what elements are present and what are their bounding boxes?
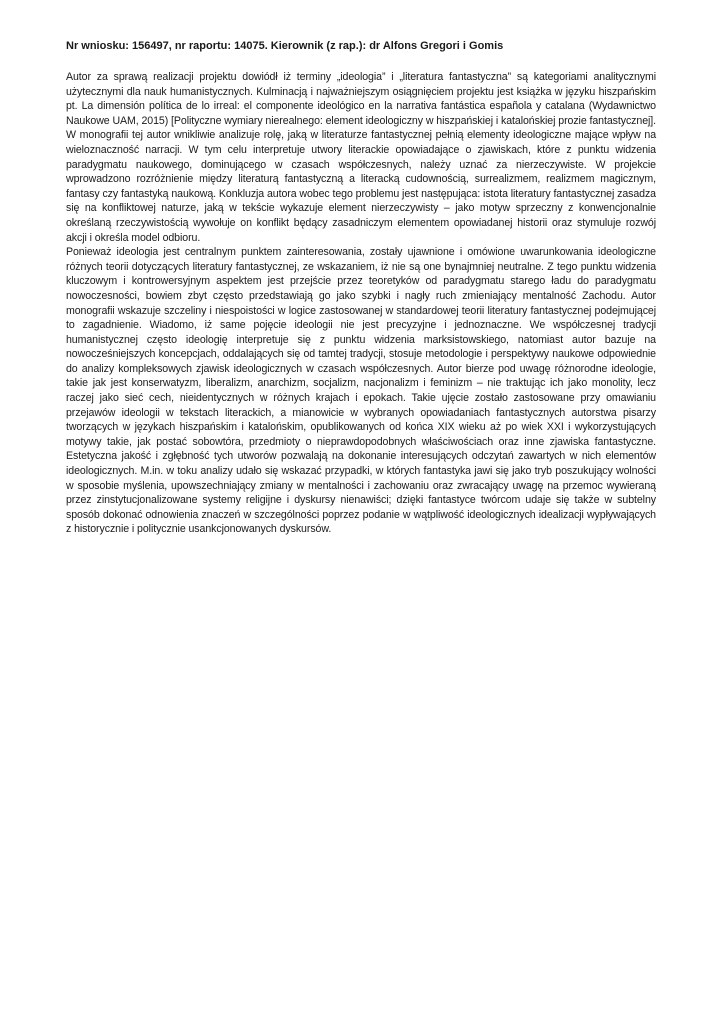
- document-page: [66, 38, 656, 537]
- paragraph-2: Ponieważ ideologia jest centralnym punktem zainteresowania, zostały ujawnione i omówione uwarunkowania ideologiczne różnych teorii dotyczących literatury fantastycznej, ze wskazaniem, iż nie są one bynajmniej neutralne. Z tego punktu widzenia kluczowym i kontrowersyjnym aspektem jest przejście przez teoretyków od paradygmatu starego ładu do paradygmatu nowoczesności, bowiem zbyt często przedstawiają go jako szybki i nagły ruch zmieniający mentalność Zachodu. Autor monografii wskazuje szczeliny i niespoistości w logice zastosowanej w standardowej teorii literatury fantastycznej podejmującej to zagadnienie. Wiadomo, iż same pojęcie ideologii nie jest precyzyjne i jednoznaczne. We współczesnej tradycji humanistycznej często ideologię interpretuje się z punktu widzenia marksistowskiego, natomiast autor bazuje na nowocześniejszych koncepcjach, oddalających się od tamtej tradycji, stosuje metodologie i perspektywy naukowe odpowiednie do analizy kompleksowych zjawisk ideologicznych w czasach współczesnych. Autor bierze pod uwagę różnorodne ideologie, takie jak jest konserwatyzm, liberalizm, anarchizm, socjalizm, nacjonalizm i feminizm – nie traktując ich jako monolity, lecz raczej jako sieć cech, nieidentycznych w różnych krajach i epokach. Takie ujęcie zostało zastosowane przy omawianiu przejawów ideologii w tekstach literackich, a mianowicie w wybranych opowiadaniach fantastycznych autorstwa pisarzy tworzących w językach hiszpańskim i katalońskim, opublikowanych od końca XIX wieku aż po wiek XXI i wykorzystujących motywy takie, jak postać sobowtóra, przedmioty o nieprawdopodobnych właściwościach oraz inne zjawiska fantastyczne. Estetyczna jakość i zgłębność tych utworów pozwalają na dokonanie interesujących odczytań zawartych w nich elementów ideologicznych. M.in. w toku analizy udało się wskazać przypadki, w których fantastyka jawi się jako tryb poszukujący wolności w sposobie myślenia, upowszechniający zmiany w mentalności i zachowaniu oraz zwracający uwagę na przemoc wywieraną przez zinstytucjonalizowane systemy religijne i dyskursy nienawiści; dzięki fantastyce twórcom udaje się także w subtelny sposób dokonać odnowienia znaczeń w szczególności poprzez podanie w wątpliwość ideologicznych idealizacji wypływających z historycznie i politycznie usankcjonowanych dyskursów.: [66, 246, 656, 536]
- paragraph-1: Autor za sprawą realizacji projektu dowiódł iż terminy „ideologia” i „literatura fantastyczna” są kategoriami analitycznymi użytecznymi dla nauk humanistycznych. Kulminacją i najważniejszym osiągnięciem projektu jest książka w języku hiszpańskim pt. La dimensión política de lo irreal: el componente ideológico en la narrativa fantástica española y catalana (Wydawnictwo Naukowe UAM, 2015) [Polityczne wymiary nierealnego: element ideologiczny w hiszpańskiej i katalońskiej prozie fantastycznej]. W monografii tej autor wnikliwie analizuje rolę, jaką w literaturze fantastycznej pełnią elementy ideologiczne mające wpływ na wieloznaczność narracji. W tym celu interpretuje utwory literackie opowiadające o zjawiskach, które z punktu widzenia paradygmatu naukowego, dominującego w czasach współczesnych, należy uznać za nierzeczywiste. W projekcie wprowadzono rozróżnienie między literaturą fantastyczną a literacką cudownością, surrealizmem, realizmem magicznym, fantasy czy fantastyką naukową. Konkluzja autora wobec tego problemu jest następująca: istota literatury fantastycznej zasadza się na konfliktowej naturze, jaką w tekście wykazuje element nierzeczywisty – jako motyw sprzeczny z konwencjonalnie określaną rzeczywistością wywołuje on konflikt będący zasadniczym elementem opowiadanej historii oraz stymuluje rozwój akcji i określa model odbioru.: [66, 71, 657, 244]
- report-header: Nr wniosku: 156497, nr raportu: 14075. Kierownik (z rap.): dr Alfons Gregori i Gomis: [66, 40, 504, 52]
